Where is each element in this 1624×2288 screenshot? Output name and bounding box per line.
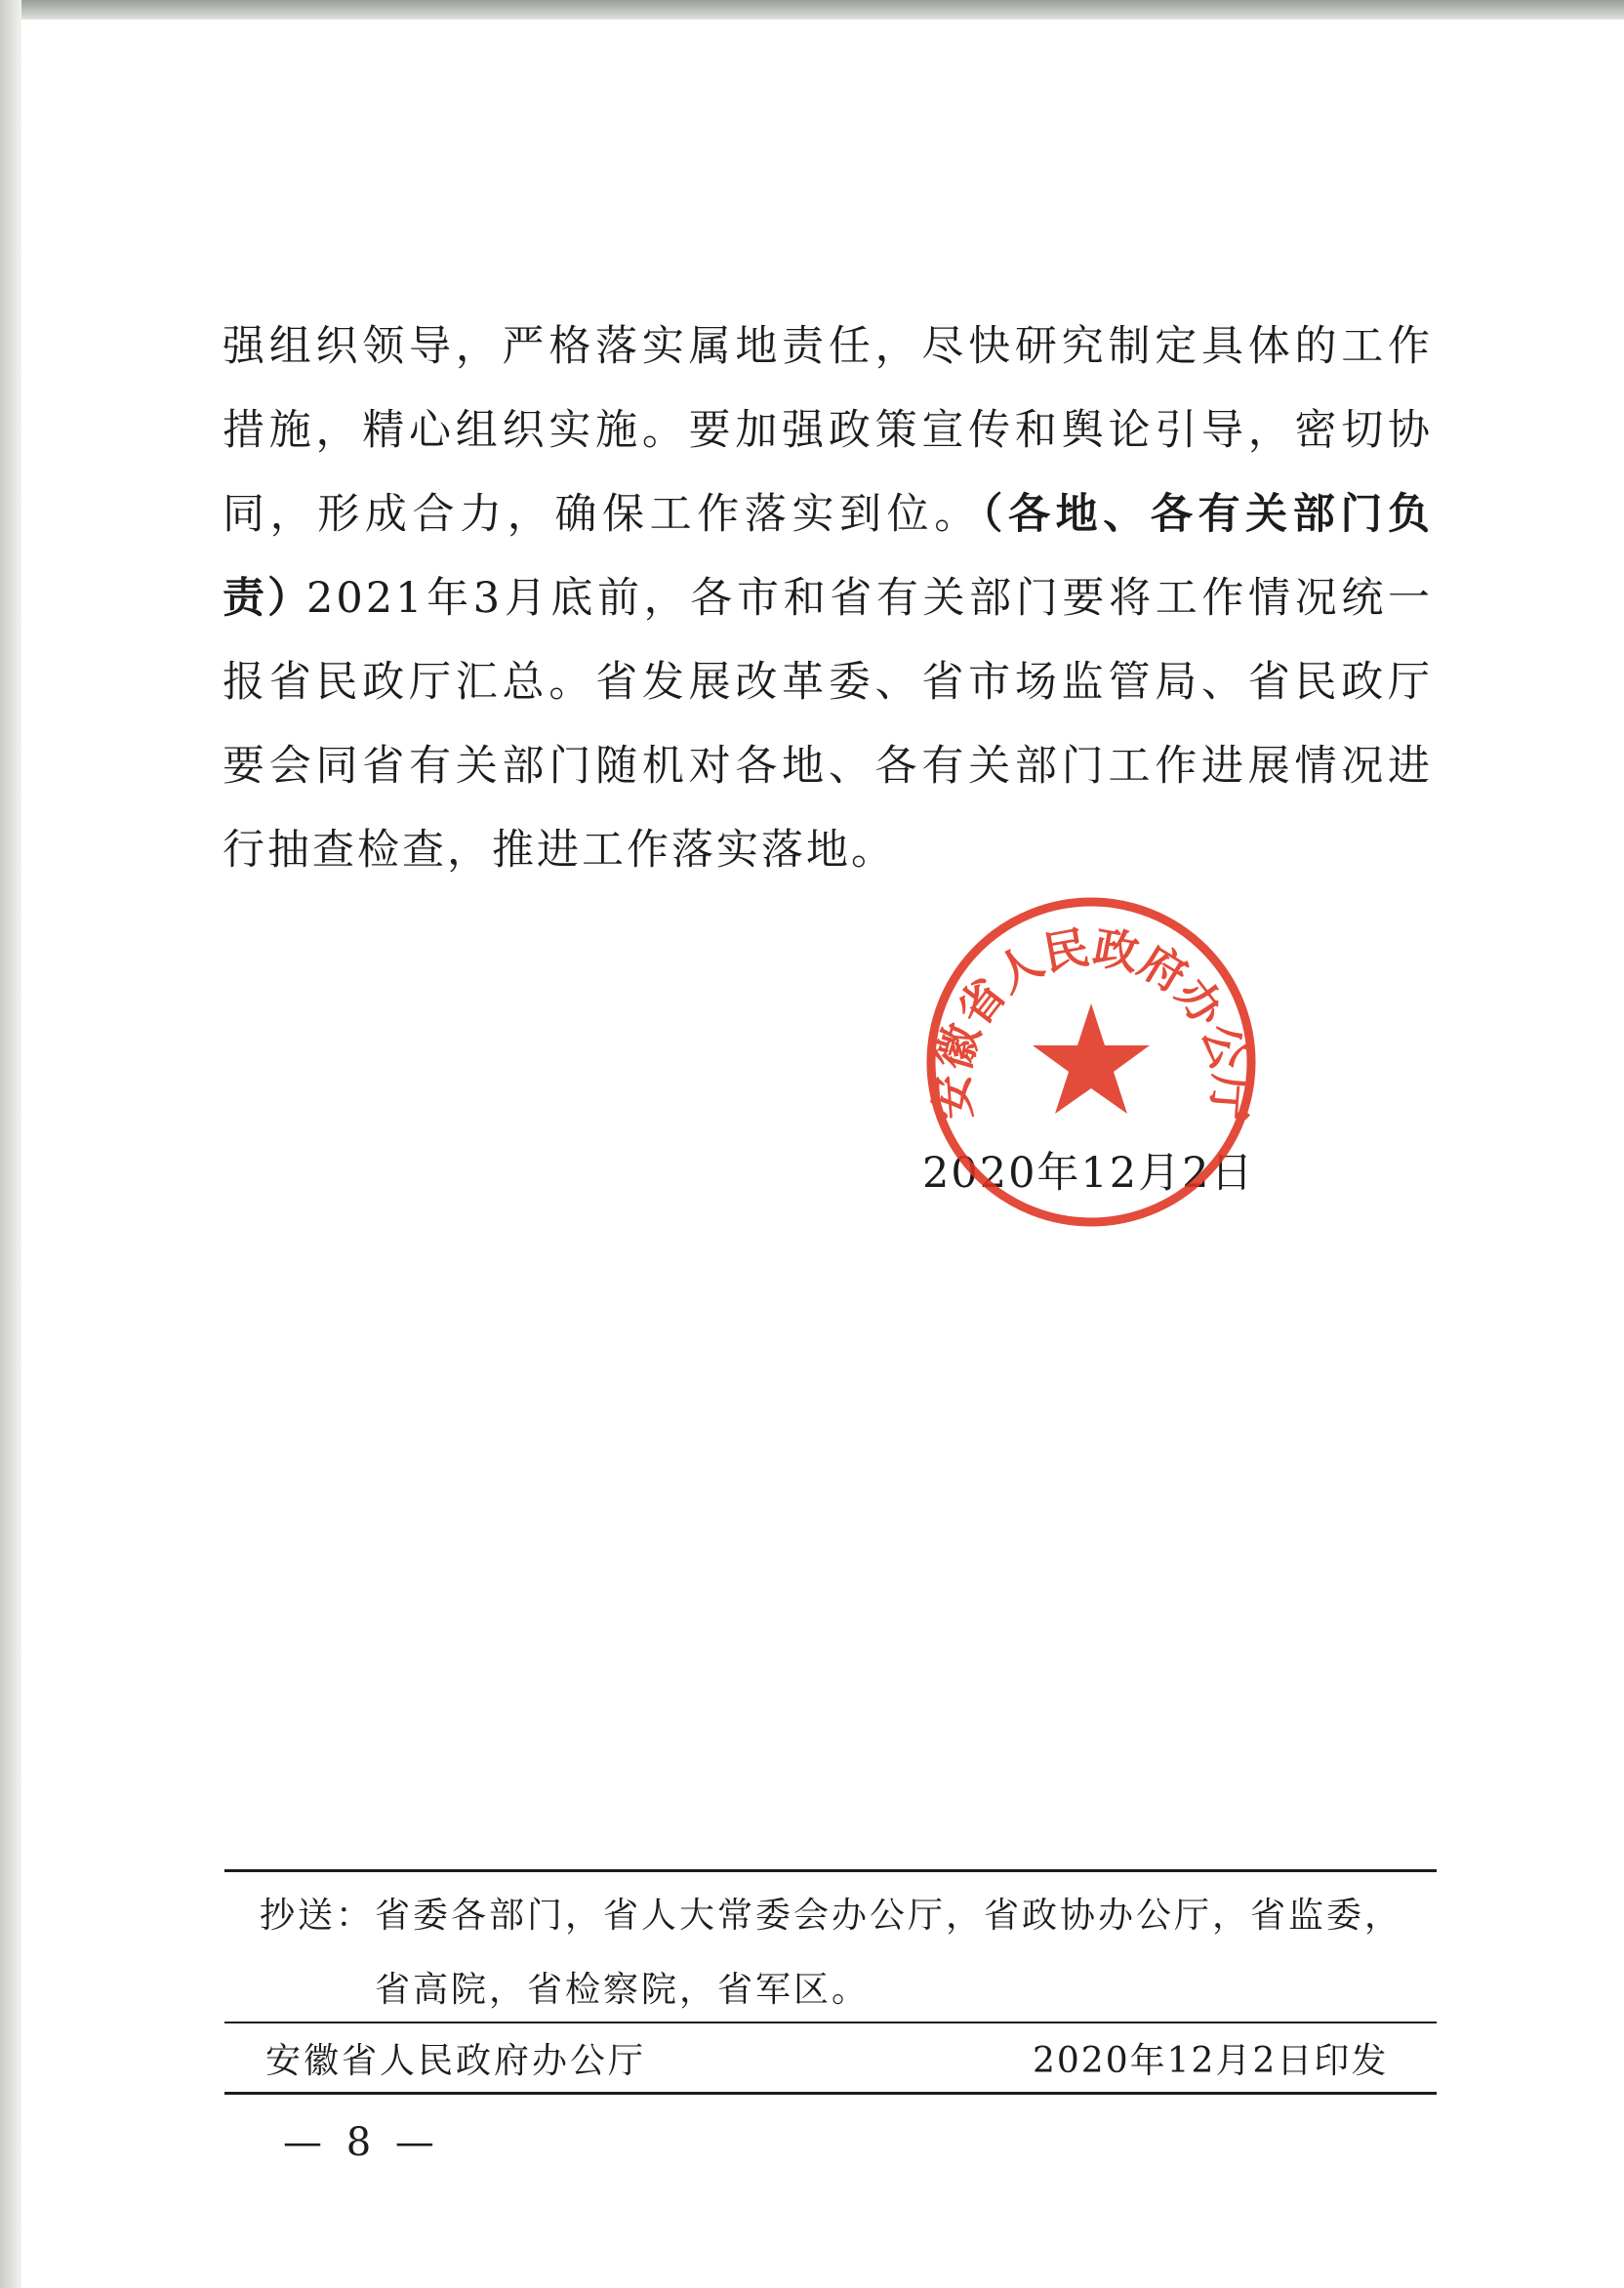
issuing-office: 安徽省人民政府办公厅 bbox=[265, 2041, 647, 2081]
body-paragraph-2: 2021年3月底前，各市和省有关部门要将工作情况统一报省民政厅汇总。省发展改革委、省市场监管局、省民政厅要会同省有关部门随机对各地、各有关部门工作进展情况进行抽查检查，推进工作落实落地。 bbox=[223, 574, 1433, 875]
footer-bottom-rule bbox=[224, 2092, 1437, 2095]
responsibility-tag: （各地、各有关部门负责） bbox=[223, 490, 1434, 623]
scan-left-edge bbox=[0, 0, 21, 2288]
footer-top-rule bbox=[224, 1869, 1437, 1872]
scan-top-edge bbox=[0, 0, 1624, 21]
seal-text: 安徽省人民政府办公厅 bbox=[924, 920, 1258, 1122]
cc-recipients-line-2: 省高院，省检察院，省军区。 bbox=[375, 1970, 871, 2010]
page-number: — 8 — bbox=[283, 2120, 440, 2165]
cc-label: 抄送： bbox=[260, 1896, 375, 1936]
official-seal bbox=[922, 893, 1260, 1231]
signature-date: 2020年12月2日 bbox=[922, 1149, 1255, 1198]
issue-date: 2020年12月2日印发 bbox=[1033, 2041, 1389, 2081]
paragraph-1-text: 强组织领导，严格落实属地责任，尽快研究制定具体的工作措施，精心组织实施。要加强政策宣传和舆论引导，密切协同，形成合力，确保工作落实到位。 bbox=[223, 322, 1433, 539]
footer-middle-rule bbox=[224, 2022, 1437, 2023]
cc-recipients-line-1: 省委各部门，省人大常委会办公厅，省政协办公厅，省监委， bbox=[375, 1896, 1403, 1936]
seal-star-icon bbox=[1033, 1003, 1150, 1114]
